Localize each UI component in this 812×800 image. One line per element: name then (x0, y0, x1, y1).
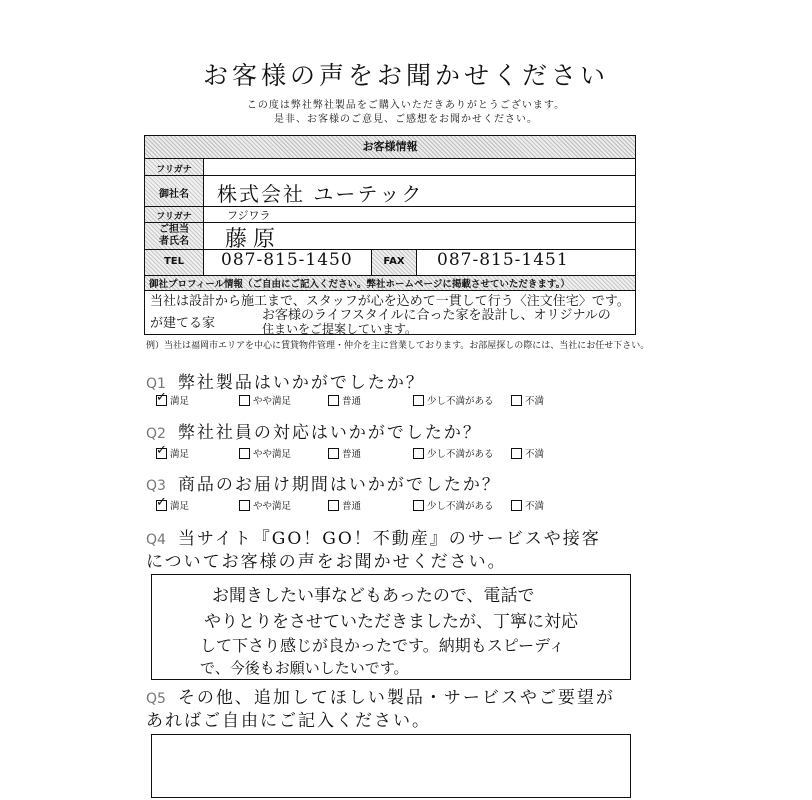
q4-answer-line-3: して下さり感じが良かったです。納期もスピーディ (200, 636, 565, 655)
checkbox[interactable] (156, 494, 167, 511)
q1-option-2[interactable] (239, 393, 291, 407)
q1-option-4[interactable] (413, 393, 494, 407)
furigana-person-value: フジワラ (227, 209, 271, 222)
q2-option-2[interactable] (239, 446, 291, 460)
q1-option-1[interactable] (156, 389, 190, 407)
question-4 (146, 524, 601, 549)
question-2 (146, 418, 482, 443)
question-4-line-1: 当サイト『GO！GO！不動産』のサービスや接客 (177, 529, 601, 549)
page-title: お客様の声をお聞かせください (202, 61, 609, 90)
q3-option-1[interactable] (156, 494, 190, 512)
person-label-line-2: 者氏名 (159, 236, 189, 247)
tel-value: 087-815-1450 (221, 250, 353, 270)
fax-value: 087-815-1451 (437, 250, 569, 270)
check-mark-icon: ✓ (156, 389, 167, 405)
question-1-number: Q1 (146, 376, 166, 392)
option-label: 満足 (170, 501, 190, 512)
person-label-line-1: ご担当 (159, 224, 189, 235)
furigana-label-2: フリガナ (156, 212, 192, 222)
checkbox[interactable] (413, 500, 424, 511)
person-label (145, 224, 203, 248)
profile-line-1: 当社は設計から施工まで、スタッフが心を込めて一貫して行う〈注文住宅〉です。 (150, 294, 630, 309)
question-3-text: 商品のお届け期間はいかがでしたか？ (177, 475, 501, 495)
q4-answer-line-1: お聞きしたい事などもあったので、電話で (212, 586, 535, 606)
checkbox[interactable] (239, 395, 250, 406)
option-label: 少し不満がある (427, 396, 494, 407)
q2-option-5[interactable] (511, 446, 544, 460)
q2-option-3[interactable] (328, 446, 361, 460)
option-label: 満足 (170, 396, 190, 407)
checkbox[interactable] (511, 448, 522, 459)
form-footnote: 例）当社は福岡市エリアを中心に賃貸物件管理・仲介を主に営業しております。お部屋探しの際には、当社にお任せ下さい。 (146, 341, 650, 351)
question-5 (146, 683, 615, 708)
q3-option-4[interactable] (413, 498, 494, 512)
q4-answer-line-4: で、今後もお願いしたいです。 (200, 659, 409, 677)
checkbox[interactable] (511, 500, 522, 511)
q2-option-4[interactable] (413, 446, 494, 460)
question-1-text: 弊社製品はいかがでしたか？ (177, 373, 425, 393)
question-5-line-2: あればご自由にご記入ください。 (146, 711, 431, 731)
tel-label: TEL (163, 256, 185, 267)
intro-line-2: 是非、お客様のご意見、ご感想をお聞かせください。 (274, 114, 538, 125)
option-label: 普通 (342, 501, 362, 512)
question-4-line-2: についてお客様の声をお聞かせください。 (146, 552, 507, 572)
option-label: やや満足 (253, 396, 292, 407)
person-value: 藤原 (225, 227, 282, 252)
profile-line-3: お客様のライフスタイルに合った家を設計し、オリジナルの (262, 308, 611, 323)
q2-option-1[interactable] (156, 442, 190, 460)
option-label: 不満 (525, 501, 545, 512)
q1-option-5[interactable] (511, 393, 544, 407)
question-3-number: Q3 (146, 478, 166, 494)
question-3 (146, 470, 501, 495)
question-5-number: Q5 (146, 691, 166, 707)
furigana-label-1: フリガナ (156, 165, 192, 175)
checkbox[interactable] (413, 395, 424, 406)
checkbox[interactable] (156, 442, 167, 459)
option-label: 少し不満がある (427, 501, 494, 512)
checkbox[interactable] (239, 448, 250, 459)
q3-option-3[interactable] (328, 498, 361, 512)
checkbox[interactable] (328, 500, 339, 511)
option-label: 不満 (525, 396, 545, 407)
checkbox[interactable] (413, 448, 424, 459)
q2-options (156, 442, 576, 460)
q1-options (156, 389, 576, 407)
option-label: 普通 (342, 449, 362, 460)
q3-options (156, 494, 576, 512)
q3-option-5[interactable] (511, 498, 544, 512)
q1-option-3[interactable] (328, 393, 361, 407)
question-2-number: Q2 (146, 426, 166, 442)
checkbox[interactable] (156, 389, 167, 406)
fax-label: FAX (383, 256, 405, 267)
check-mark-icon: ✓ (156, 442, 167, 458)
customer-info-header: お客様情報 (145, 136, 635, 159)
profile-line-4: 住まいをご提案しています。 (262, 322, 418, 336)
q4-answer-box[interactable] (151, 574, 631, 680)
q5-answer-box[interactable] (151, 734, 631, 798)
intro-line-1: この度は弊社弊社製品をご購入いただきありがとうございます。 (246, 100, 566, 111)
question-4-number: Q4 (146, 532, 166, 548)
checkbox[interactable] (511, 395, 522, 406)
option-label: 満足 (170, 449, 190, 460)
profile-label: 御社プロフィール情報（ご自由にご記入ください。弊社ホームページに掲載させていただきます。） (149, 279, 570, 290)
question-1 (146, 368, 425, 393)
question-2-text: 弊社社員の対応はいかがでしたか？ (177, 423, 482, 443)
checkbox[interactable] (328, 448, 339, 459)
q3-option-2[interactable] (239, 498, 291, 512)
profile-line-2: が建てる家 (150, 316, 216, 331)
company-label: 御社名 (159, 189, 189, 200)
option-label: 普通 (342, 396, 362, 407)
option-label: 不満 (525, 449, 545, 460)
option-label: やや満足 (253, 501, 292, 512)
option-label: 少し不満がある (427, 449, 494, 460)
company-value: 株式会社 ユーテック (217, 182, 424, 206)
checkbox[interactable] (239, 500, 250, 511)
question-5-line-1: その他、追加してほしい製品・サービスやご要望が (177, 688, 615, 708)
q4-answer-line-2: やりとりをさせていただきましたが、丁寧に対応 (204, 612, 578, 632)
option-label: やや満足 (253, 449, 292, 460)
checkbox[interactable] (328, 395, 339, 406)
check-mark-icon: ✓ (156, 494, 167, 510)
